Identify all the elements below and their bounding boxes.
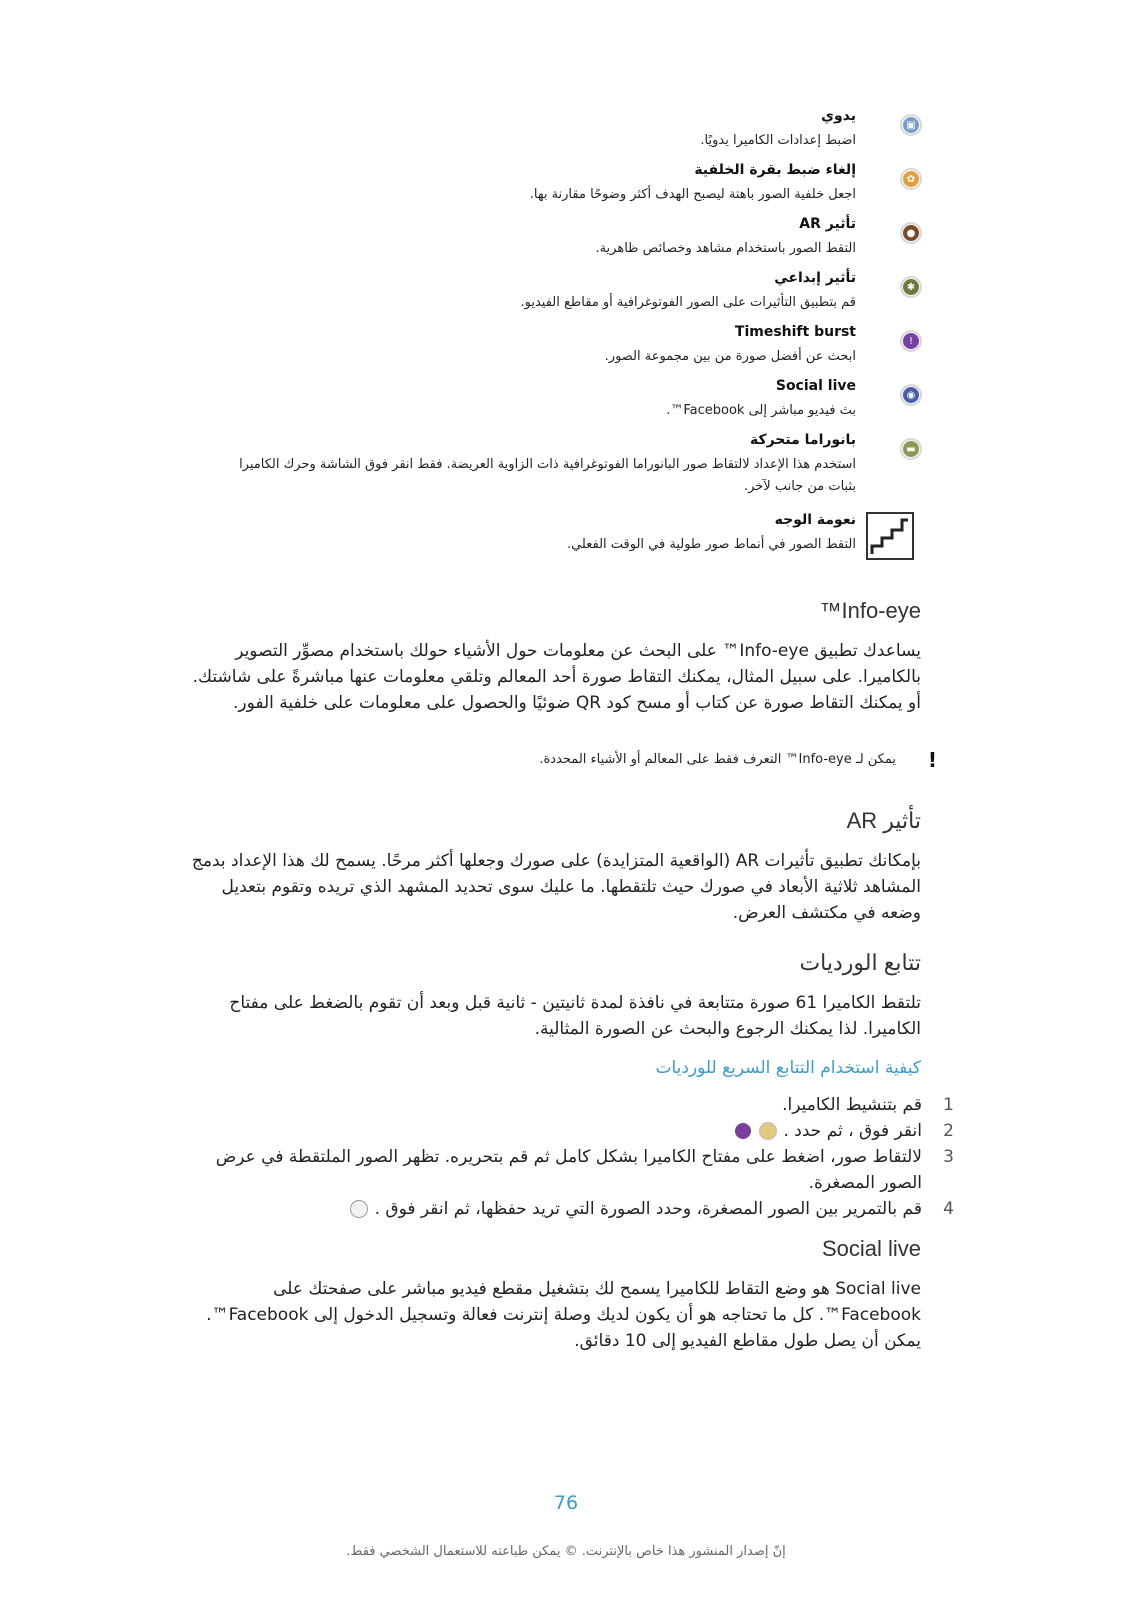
social-live-icon: ◉ (902, 386, 920, 404)
mode-description: ابحث عن أفضل صورة من بين مجموعة الصور. (604, 349, 856, 364)
footer-notice: إنّ إصدار المنشور هذا خاص بالإنترنت. © يمكن طباعته للاستعمال الشخصي فقط. (346, 1544, 786, 1559)
mode-title: Timeshift burst (734, 324, 856, 340)
ar-effect-body: بإمكانك تطبيق تأثيرات AR (الواقعية المتزايدة) على صورك وجعلها أكثر مرحًا. يسمح لك هذا الإعداد بدمج المشاهد ثلاثية الأبعاد في صورك حيث تلتقطها. ما عليك سوى تحديد المشهد الذي تريده وتقوم بتعديل وضعه في مكتشف العرض. (191, 851, 921, 923)
mode-description: قم بتطبيق التأثيرات على الصور الفوتوغرافية أو مقاطع الفيديو. (520, 295, 856, 310)
list-item (172, 1196, 954, 1222)
step-text: انقر فوق ، ثم حدد . (783, 1121, 922, 1141)
mode-title: نعومة الوجه (774, 512, 856, 528)
list-item (172, 1144, 954, 1196)
info-eye-heading: Info-eye™ (819, 598, 921, 623)
checkmark-icon (351, 1201, 367, 1217)
mode-description: بث فيديو مباشر إلى Facebook™. (666, 403, 856, 418)
info-eye-body: يساعدك تطبيق Info-eye™ على البحث عن معلومات حول الأشياء حولك باستخدام مصوِّر التصوير بالكاميرا. على سبيل المثال، يمكنك التقاط صورة أحد المعالم وتلقي معلومات عنها مباشرةً على شاشتك. أو يمكنك التقاط صورة عن كتاب أو مسح كود QR ضوئيًا والحصول على معلومات على خلفية الفور. (192, 641, 921, 713)
social-live-body: Social live هو وضع التقاط للكاميرا يسمح لك بتشغيل مقطع فيديو مباشر على صفحتك على Facebook™. كل ما تحتاجه هو أن يكون لديك وصلة إنترنت فعالة وتسجيل الدخول إلى Facebook™. يمكن أن يصل طول مقاطع الفيديو إلى 10 دقائق. (206, 1279, 921, 1351)
step-number: 2 (943, 1121, 954, 1141)
burst-heading: تتابع الورديات (799, 950, 921, 975)
page-number: 76 (553, 1492, 579, 1514)
social-live-heading: Social live (821, 1236, 921, 1261)
background-defocus-icon: ✿ (902, 170, 920, 188)
mode-description: التقط الصور باستخدام مشاهد وخصائص ظاهرية. (595, 241, 856, 256)
burst-steps (172, 1092, 954, 1222)
step-number: 3 (943, 1147, 954, 1167)
ar-effect-heading: تأثير AR (846, 808, 921, 833)
step-text: قم بالتمرير بين الصور المصغرة، وحدد الصورة التي تريد حفظها، ثم انقر فوق . (374, 1199, 922, 1219)
mode-title: بانوراما متحركة (749, 432, 856, 448)
list-item (172, 1092, 954, 1118)
creative-effect-icon: ✱ (902, 278, 920, 296)
ar-effect-icon: ● (902, 224, 920, 242)
mode-title: تأثير AR (799, 216, 856, 232)
list-item (172, 1118, 954, 1144)
mode-description: اجعل خلفية الصور باهتة ليصبح الهدف أكثر وضوحًا مقارنة بها. (529, 187, 856, 202)
stairs-icon (866, 512, 914, 560)
step-text: قم بتنشيط الكاميرا. (782, 1095, 922, 1115)
warning-icon: ! (927, 748, 937, 772)
mode-title: إلغاء ضبط بقرة الخلفية (694, 162, 856, 178)
mode-title: يدوي (821, 108, 856, 124)
burst-body: تلتقط الكاميرا 61 صورة متتابعة في نافذة لمدة ثانيتين - ثانية قبل وبعد أن تقوم بالضغط على مفتاح الكاميرا. لذا يمكنك الرجوع والبحث عن الصورة المثالية. (229, 993, 921, 1039)
sweep-panorama-icon: ▬ (902, 440, 920, 458)
timeshift-burst-icon: ! (902, 332, 920, 350)
step-number: 1 (943, 1095, 954, 1115)
manual-mode-icon: ▣ (902, 116, 920, 134)
info-eye-note: يمكن لـ Info-eye™ التعرف فقط على المعالم أو الأشياء المحددة. (539, 752, 896, 767)
burst-howto-heading: كيفية استخدام التتابع السريع للورديات (655, 1058, 921, 1078)
mode-selector-icon (760, 1123, 776, 1139)
step-number: 4 (943, 1199, 954, 1219)
step-text: لالتقاط صور، اضغط على مفتاح الكاميرا بشكل كامل ثم قم بتحريره. تظهر الصور الملتقطة في عرض الصور المصغرة. (215, 1147, 922, 1193)
mode-description: استخدم هذا الإعداد لالتقاط صور البانوراما الفوتوغرافية ذات الزاوية العريضة. فقط انقر فوق الشاشة وحرك الكاميرا بثبات من جانب لآخر. (239, 457, 856, 494)
mode-title: Social live (775, 378, 856, 394)
mode-description: التقط الصور في أنماط صور طولية في الوقت الفعلي. (566, 537, 856, 552)
timeshift-burst-icon (735, 1123, 751, 1139)
mode-title: تأثير إبداعي (774, 270, 856, 286)
mode-description: اضبط إعدادات الكاميرا يدويًا. (700, 133, 856, 148)
